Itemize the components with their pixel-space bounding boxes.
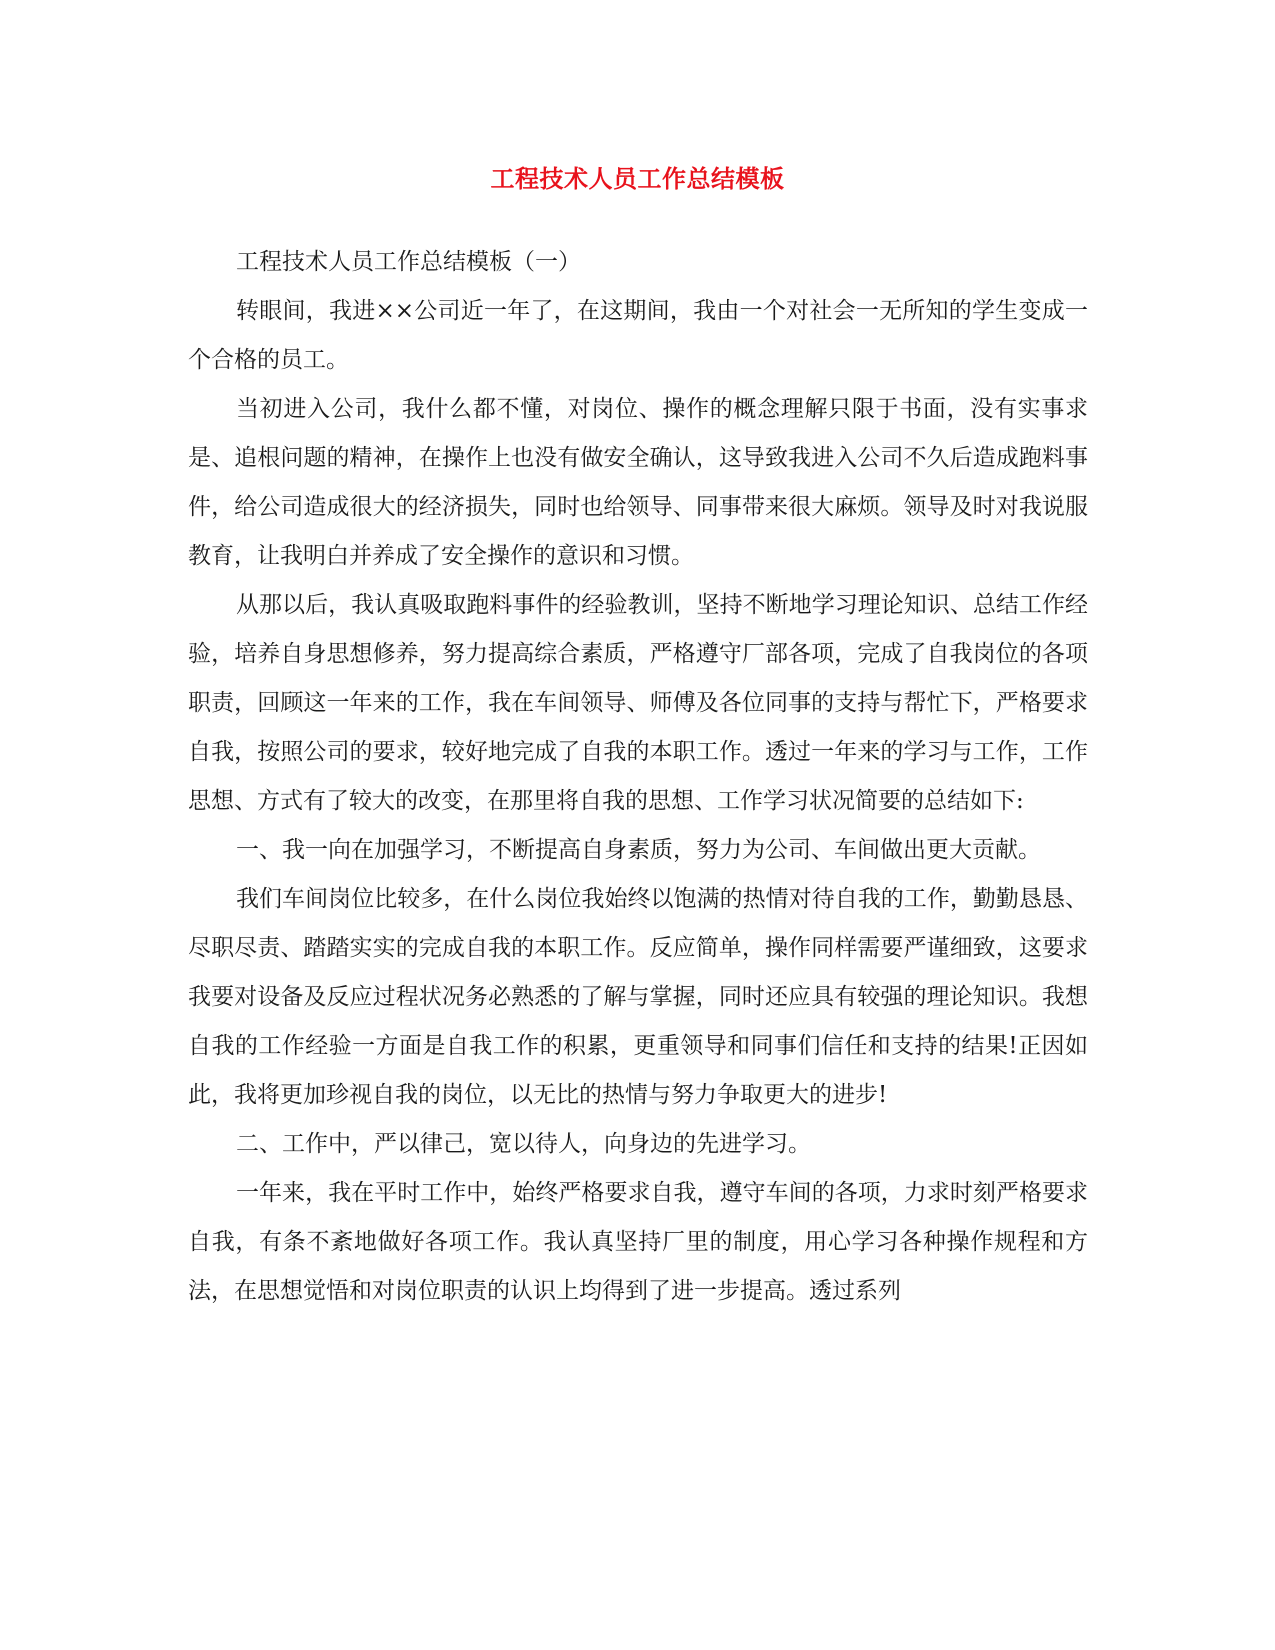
paragraph-subtitle: 工程技术人员工作总结模板（一）	[236, 249, 581, 275]
paragraph-heading: 一、我一向在加强学习，不断提高自身素质，努力为公司、车间做出更大贡献。	[236, 837, 1041, 863]
document-body	[188, 238, 1088, 1316]
paragraph: 从那以后，我认真吸取跑料事件的经验教训，坚持不断地学习理论知识、总结工作经验，培养自身思想修养，努力提高综合素质，严格遵守厂部各项，完成了自我岗位的各项职责，回顾这一年来的工作，我在车间领导、师傅及各位同事的支持与帮忙下，严格要求自我，按照公司的要求，较好地完成了自我的本职工作。透过一年来的学习与工作，工作思想、方式有了较大的改变，在那里将自我的思想、工作学习状况简要的总结如下:	[188, 592, 1088, 814]
paragraph: 转眼间，我进××公司近一年了，在这期间，我由一个对社会一无所知的学生变成一个合格的员工。	[188, 298, 1088, 373]
paragraph: 当初进入公司，我什么都不懂，对岗位、操作的概念理解只限于书面，没有实事求是、追根问题的精神，在操作上也没有做安全确认，这导致我进入公司不久后造成跑料事件，给公司造成很大的经济损失，同时也给领导、同事带来很大麻烦。领导及时对我说服教育，让我明白并养成了安全操作的意识和习惯。	[188, 396, 1088, 569]
paragraph: 一年来，我在平时工作中，始终严格要求自我，遵守车间的各项，力求时刻严格要求自我，有条不紊地做好各项工作。我认真坚持厂里的制度，用心学习各种操作规程和方法，在思想觉悟和对岗位职责的认识上均得到了进一步提高。透过系列	[188, 1180, 1088, 1304]
paragraph-heading: 二、工作中，严以律己，宽以待人，向身边的先进学习。	[236, 1131, 811, 1157]
paragraph: 我们车间岗位比较多，在什么岗位我始终以饱满的热情对待自我的工作，勤勤恳恳、尽职尽责、踏踏实实的完成自我的本职工作。反应简单，操作同样需要严谨细致，这要求我要对设备及反应过程状况务必熟悉的了解与掌握，同时还应具有较强的理论知识。我想自我的工作经验一方面是自我工作的积累，更重领导和同事们信任和支持的结果!正因如此，我将更加珍视自我的岗位，以无比的热情与努力争取更大的进步!	[188, 886, 1088, 1108]
document-title: 工程技术人员工作总结模板	[490, 164, 785, 193]
